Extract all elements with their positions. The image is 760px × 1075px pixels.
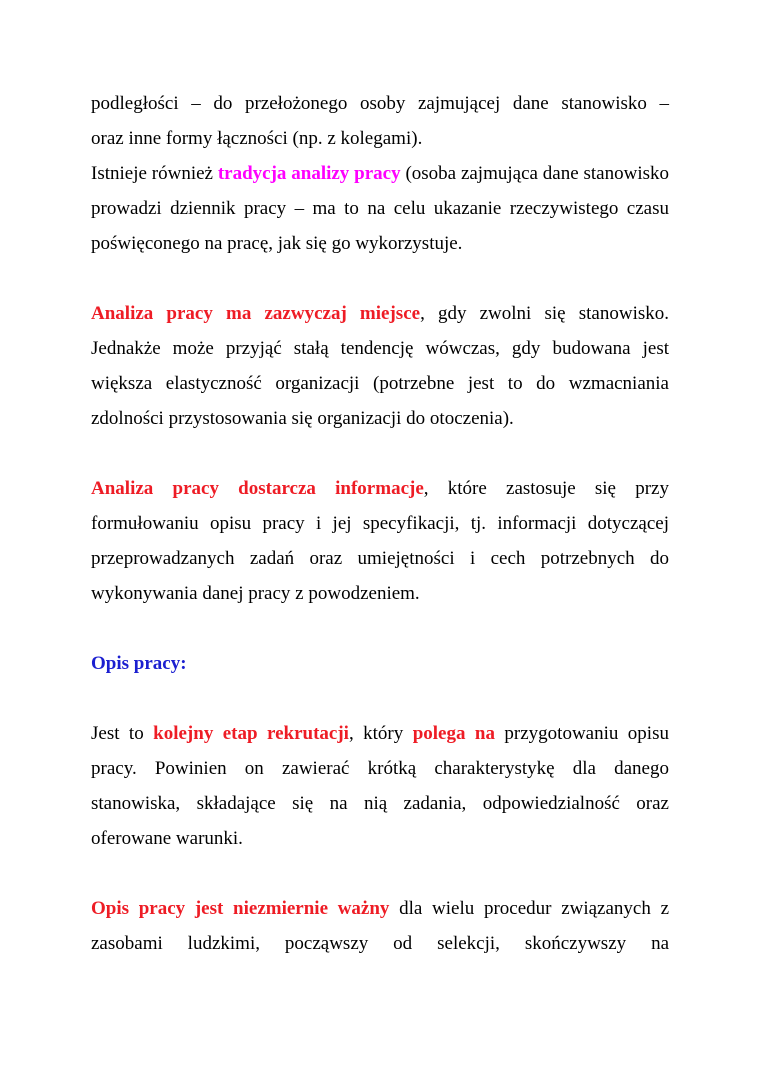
paragraph-continuation-line2 [91, 121, 669, 156]
highlight-opis-wazny: Opis pracy jest niezmiernie ważny [91, 898, 390, 919]
paragraph-text: , które zastosuje się przy formułowaniu opisu pracy i jej specyfikacji, tj. informacji dotyczącej przeprowadzanych zadań oraz umiejętności i cech potrzebnych do wykonywania danej pracy z powodzeniem. [91, 478, 669, 604]
paragraph-gap [91, 261, 669, 296]
paragraph-tradycja [91, 156, 669, 261]
paragraph-text: Jest to [91, 723, 154, 744]
paragraph-opis-definicja [91, 716, 669, 856]
paragraph-analiza-miejsce [91, 296, 669, 436]
paragraph-gap [91, 611, 669, 646]
paragraph-text: dla wielu procedur związanych z zasobami ludzkimi, począwszy od selekcji, skończywszy na [91, 898, 669, 954]
document-page [91, 86, 669, 961]
highlight-analiza-informacje: Analiza pracy dostarcza informacje [91, 478, 424, 499]
paragraph-gap [91, 436, 669, 471]
highlight-tradycja-analizy-pracy: tradycja analizy pracy [217, 163, 401, 184]
paragraph-analiza-informacje [91, 471, 669, 611]
paragraph-text: podległości – do przełożonego osoby zajmującej dane stanowisko – [91, 93, 669, 114]
paragraph-text: oraz inne formy łączności (np. z kolegami). [91, 128, 423, 149]
highlight-analiza-miejsce: Analiza pracy ma zazwyczaj miejsce [91, 303, 421, 324]
paragraph-text: (osoba zajmująca dane stanowisko prowadzi dziennik pracy – ma to na celu ukazanie rzeczywistego czasu poświęconego na pracę, jak się go wykorzystuje. [91, 163, 669, 254]
paragraph-continuation-line1 [91, 86, 669, 121]
highlight-polega-na: polega na [412, 723, 495, 744]
paragraph-text: , który [348, 723, 413, 744]
section-heading-opis-pracy: Opis pracy: [91, 653, 187, 674]
paragraph-text: Istnieje również [91, 163, 218, 184]
paragraph-text: , gdy zwolni się stanowisko. Jednakże może przyjąć stałą tendencję wówczas, gdy budowana jest większa elastyczność organizacji (potrzebne jest to do wzmacniania zdolności przystosowania się organizacji do otoczenia). [91, 303, 669, 429]
paragraph-text: przygotowaniu opisu pracy. Powinien on zawierać krótką charakterystykę dla danego stanowiska, składające się na nią zadania, odpowiedzialność oraz oferowane warunki. [91, 723, 669, 849]
paragraph-gap [91, 856, 669, 891]
paragraph-opis-wazny [91, 891, 669, 961]
highlight-kolejny-etap: kolejny etap rekrutacji [153, 723, 349, 744]
paragraph-gap [91, 681, 669, 716]
